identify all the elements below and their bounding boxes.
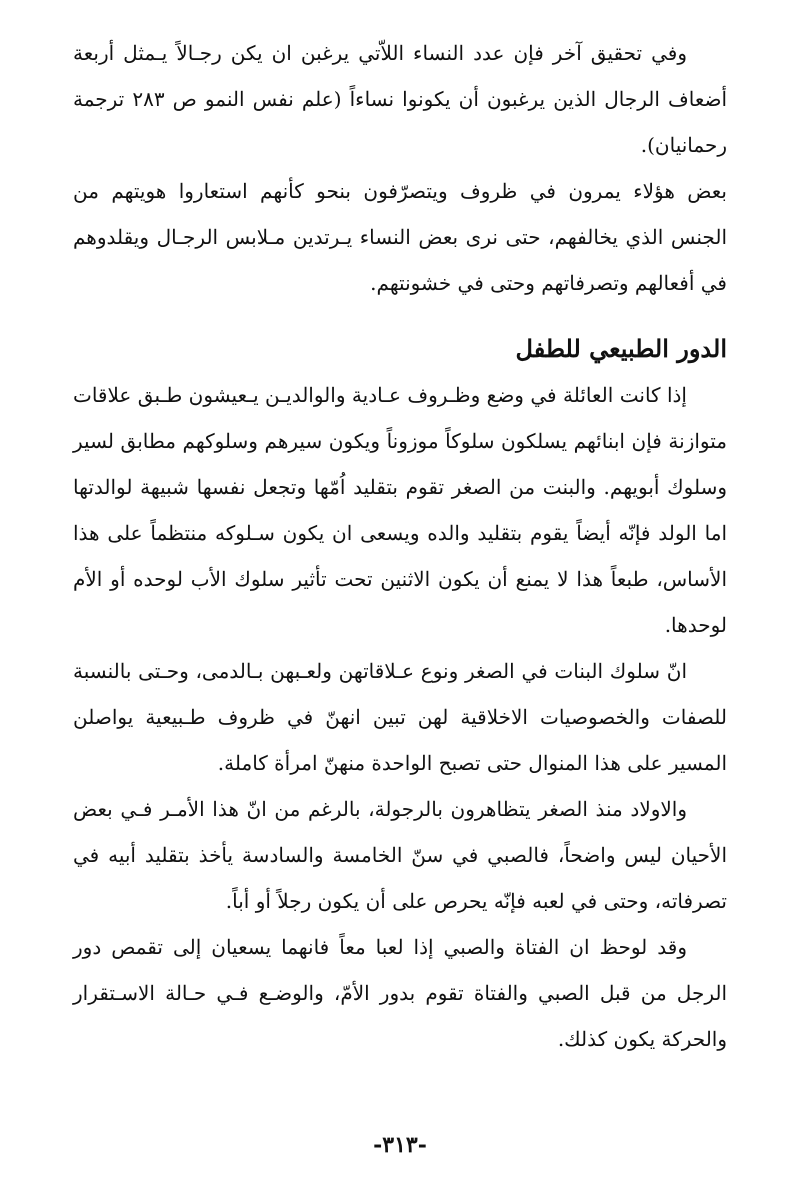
paragraph-identity: بعض هؤلاء يمرون في ظروف ويتصرّفون بنحو كأنهم استعاروا هويتهم من الجنس الذي يخالفهم، حتى نرى بعض النساء يـرتدين مـلابس الرجـال ويقلدوهم في أفعالهم وتصرفاتهم وحتى في خشونتهم.: [73, 179, 727, 295]
paragraph-family: إذا كانت العائلة في وضع وظـروف عـادية والوالديـن يـعيشون طـبق علاقات متوازنة فإن ابنائهم يسلكون سلوكاً موزوناً ويكون سيرهم وسلوكهم مطابق لسير وسلوك أبويهم. والبنت من الصغر تقوم بتقليد اُمّها وتجعل نفسها شبيهة لوالدتها اما الولد فإنّه أيضاً يقوم بتقليد والده ويسعى ان يكون سـلوكه منتظماً على هذا الأساس، طبعاً هذا لا يمنع أن يكون الاثنين تحت تأثير سلوك الأب لوحده أو الأم لوحدها.: [73, 383, 727, 637]
section-heading: الدور الطبيعي للطفل: [515, 334, 727, 363]
paragraph-survey: وفي تحقيق آخر فإن عدد النساء اللاّتي يرغبن ان يكن رجـالاً يـمثل أربعة أضعاف الرجال الذين يرغبون أن يكونوا نساءاً (علم نفس النمو ص ٢٨٣ ترجمة رحمانيان).: [73, 41, 728, 157]
page-number: -٣١٣-: [373, 1132, 427, 1158]
paragraph-boys: والاولاد منذ الصغر يتظاهرون بالرجولة، بالرغم من انّ هذا الأمـر فـي بعض الأحيان ليس واضحاً، فالصبي في سنّ الخامسة والسادسة يأخذ بتقليد أبيه في تصرفاته، وحتى في لعبه فإنّه يحرص على أن يكون رجلاً أو أباً.: [73, 797, 727, 913]
paragraph-play: وقد لوحظ ان الفتاة والصبي إذا لعبا معاً فانهما يسعيان إلى تقمص دور الرجل من قبل الصبي والفتاة تقوم بدور الأمّ، والوضـع فـي حـالة الاسـتقرار والحركة يكون كذلك.: [73, 935, 727, 1051]
paragraph-girls: انّ سلوك البنات في الصغر ونوع عـلاقاتهن ولعـبهن بـالدمى، وحـتى بالنسبة للصفات والخصوصيات الاخلاقية لهن تبين انهنّ في ظروف طـبيعية يواصلن المسير على هذا المنوال حتى تصبح الواحدة منهنّ امرأة كاملة.: [73, 659, 727, 775]
